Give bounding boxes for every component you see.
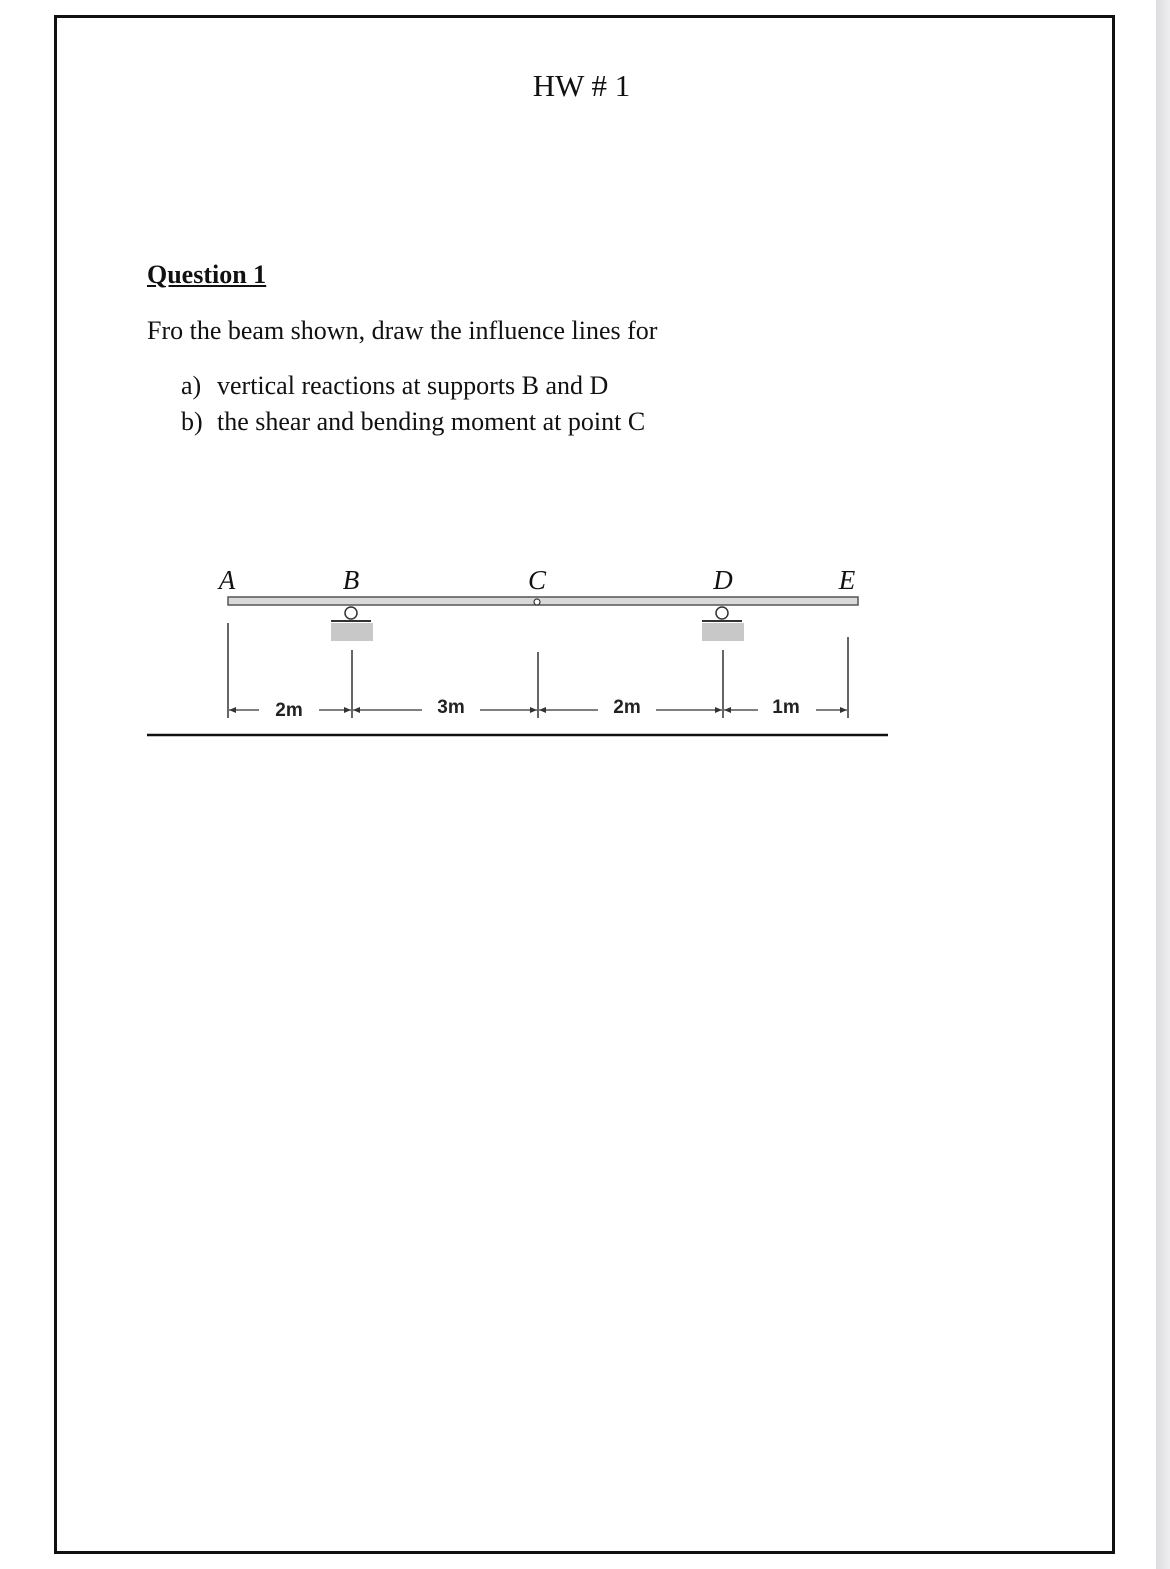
document-title: HW # 1: [532, 68, 631, 103]
span-label-de: 1m: [772, 697, 800, 718]
hinge-c-icon: [534, 599, 540, 605]
item-text: the shear and bending moment at point C: [217, 407, 646, 436]
span-label-cd: 2m: [613, 697, 641, 718]
page-edge-shadow: [1156, 0, 1170, 1569]
span-label-bc: 3m: [437, 697, 465, 718]
point-label-b: B: [342, 565, 360, 595]
point-label-a: A: [218, 565, 236, 595]
span-label-ab: 2m: [275, 700, 303, 721]
point-label-c: C: [527, 565, 547, 595]
roller-support-b-icon: [331, 607, 373, 641]
item-marker: a): [181, 371, 202, 400]
item-text: vertical reactions at supports B and D: [217, 371, 609, 400]
item-marker: b): [181, 407, 203, 436]
point-label-d: D: [713, 565, 733, 595]
roller-support-d-icon: [702, 607, 744, 641]
question-heading: Question 1: [147, 260, 267, 289]
beam: [228, 597, 858, 605]
dimension-extension-lines: [228, 623, 848, 718]
point-label-e: E: [838, 565, 856, 595]
question-intro: Fro the beam shown, draw the influence lines for: [147, 316, 658, 345]
